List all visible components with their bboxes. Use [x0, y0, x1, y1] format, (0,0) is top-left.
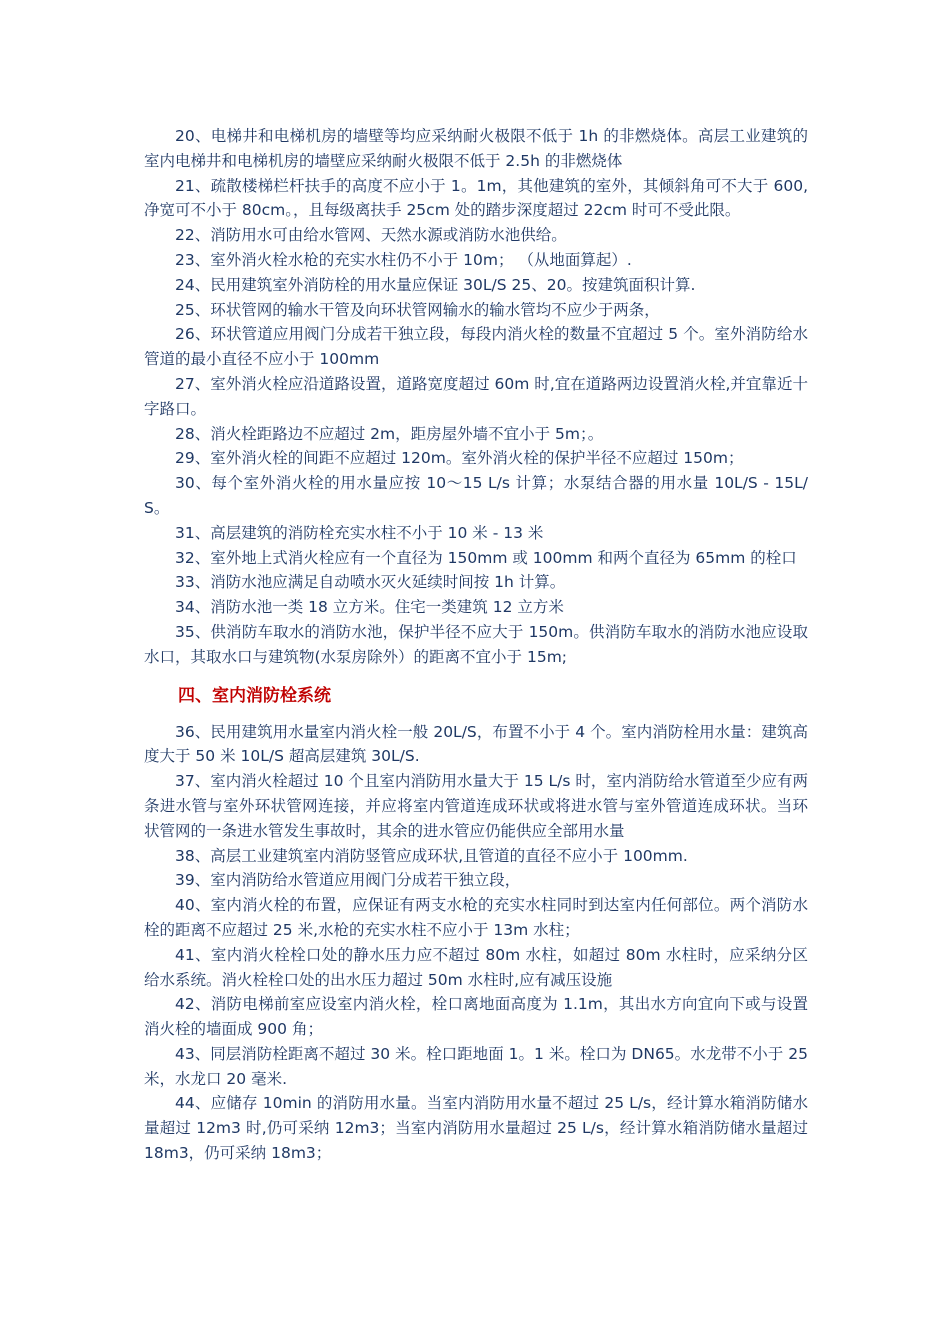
clause-26: 26、环状管道应用阀门分成若干独立段，每段内消火栓的数量不宜超过 5 个。室外消防给水管道的最小直径不应小于 100mm — [144, 325, 808, 369]
clause-43: 43、同层消防栓距离不超过 30 米。栓口距地面 1。1 米。栓口为 DN65。水龙带不小于 25 米，水龙口 20 毫米. — [144, 1044, 808, 1088]
clause-36: 36、民用建筑用水量室内消火栓一般 20L/S，布置不小于 4 个。室内消防栓用水量：建筑高度大于 50 米 10L/S 超高层建筑 30L/S. — [144, 722, 808, 766]
clause-39: 39、室内消防给水管道应用阀门分成若干独立段， — [175, 871, 521, 890]
clause-37: 37、室内消火栓超过 10 个且室内消防用水量大于 15 L/s 时，室内消防给水管道至少应有两条进水管与室外环状管网连接，并应将室内管道连成环状或将进水管与室外管道连成环状。当环状管网的一条进水管发生事故时，其余的进水管应仍能供应全部用水量 — [144, 772, 808, 840]
clause-32: 32、室外地上式消火栓应有一个直径为 150mm 或 100mm 和两个直径为 65mm 的栓口 — [175, 548, 797, 567]
clause-23: 23、室外消火栓水枪的充实水柱仍不小于 10m； （从地面算起）. — [175, 250, 632, 269]
clause-35: 35、供消防车取水的消防水池，保护半径不应大于 150m。供消防车取水的消防水池应设取水口，其取水口与建筑物(水泵房除外）的距离不宜小于 15m; — [144, 622, 808, 666]
section-heading-indoor-hydrants: 四、室内消防栓系统 — [178, 685, 331, 706]
clause-40: 40、室内消火栓的布置，应保证有两支水枪的充实水柱同时到达室内任何部位。两个消防水栓的距离不应超过 25 米,水枪的充实水柱不应小于 13m 水柱； — [144, 896, 808, 939]
clause-20: 20、电梯井和电梯机房的墙壁等均应采纳耐火极限不低于 1h 的非燃烧体。高层工业建筑的室内电梯井和电梯机房的墙壁应采纳耐火极限不低于 2.5h 的非燃烧体 — [144, 127, 808, 170]
clause-29: 29、室外消火栓的间距不应超过 120m。室外消火栓的保护半径不应超过 150m； — [175, 449, 744, 468]
clause-44: 44、应储存 10min 的消防用水量。当室内消防用水量不超过 25 L/s，经计算水箱消防储水量超过 12m3 时,仍可采纳 12m3；当室内消防用水量超过 25 L/s，经计算水箱消防储水量超过 18m3，仍可采纳 18m3； — [144, 1094, 808, 1163]
clause-21: 21、疏散楼梯栏杆扶手的高度不应小于 1。1m，其他建筑的室外，其倾斜角可不大于 600,净宽可不小于 80cm。，且每级离扶手 25cm 处的踏步深度超过 22cm 时可不受此限。 — [144, 176, 808, 220]
clause-33: 33、消防水池应满足自动喷水灭火延续时间按 1h 计算。 — [175, 573, 566, 592]
section-indoor-hydrants — [144, 720, 808, 1166]
clause-34: 34、消防水池一类 18 立方米。住宅一类建筑 12 立方米 — [175, 598, 564, 617]
clause-25: 25、环状管网的输水干管及向环状管网输水的输水管均不应少于两条， — [175, 300, 660, 319]
clause-41: 41、室内消火栓栓口处的静水压力应不超过 80m 水柱，如超过 80m 水柱时，应采纳分区给水系统。消火栓栓口处的出水压力超过 50m 水柱时,应有减压设施 — [144, 945, 808, 989]
clause-24: 24、民用建筑室外消防栓的用水量应保证 30L/S 25、20。按建筑面积计算. — [175, 275, 696, 294]
document-body — [144, 124, 808, 1166]
clause-27: 27、室外消火栓应沿道路设置，道路宽度超过 60m 时,宜在道路两边设置消火栓,并宜靠近十字路口。 — [144, 374, 808, 418]
clause-30: 30、每个室外消火栓的用水量应按 10～15 L/s 计算；水泵结合器的用水量 10L/S - 15L/S。 — [144, 474, 808, 517]
clause-31: 31、高层建筑的消防栓充实水柱不小于 10 米 - 13 米 — [175, 523, 544, 542]
clause-28: 28、消火栓距路边不应超过 2m，距房屋外墙不宜小于 5m；。 — [175, 424, 604, 443]
clause-38: 38、高层工业建筑室内消防竖管应成环状,且管道的直径不应小于 100mm. — [175, 846, 688, 865]
clause-42: 42、消防电梯前室应设室内消火栓，栓口离地面高度为 1.1m，其出水方向宜向下或与设置消火栓的墙面成 900 角； — [144, 995, 808, 1039]
section-outdoor-hydrants — [144, 124, 808, 670]
clause-22: 22、消防用水可由给水管网、天然水源或消防水池供给。 — [175, 226, 567, 245]
